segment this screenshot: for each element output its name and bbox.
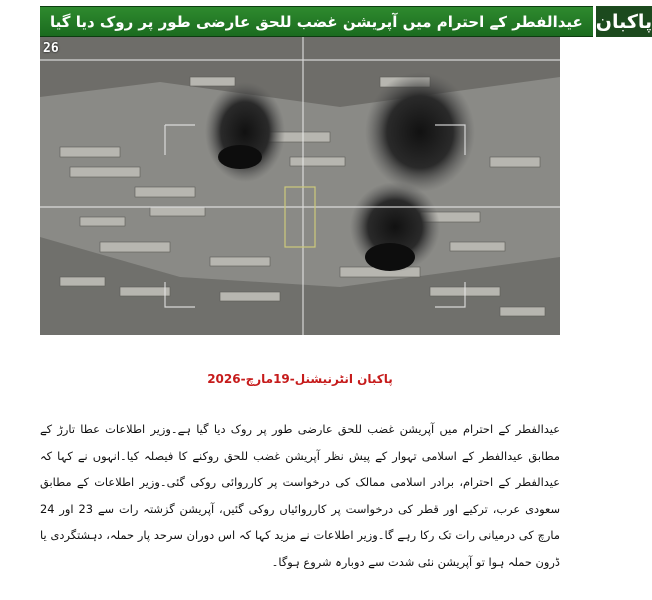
brand-logo: پاکبان bbox=[593, 6, 652, 37]
surveillance-image bbox=[40, 37, 560, 335]
article-body: عیدالفطر کے احترام میں آپریشن غضب للحق عارضی طور پر روک دیا گیا ہے۔وزیر اطلاعات عطا تارڑ کے مطابق عیدالفطر کے اسلامی تہوار کے پیش نظر آپریشن غضب للحق روکنے کا فیصلہ کیا۔انہوں نے کہا کہ عیدالفطر کے احترام، برادر اسلامی ممالک کی درخواست پر کارروائی روکی گئی۔وزیر اطلاعات کے مطابق سعودی عرب، ترکیے اور قطر کی درخواست پر کارروائیاں روکی گئیں، آپریشن گزشتہ رات سے 23 اور 24 مارچ کی درمیانی رات تک رکا رہے گا۔وزیر اطلاعات نے مزید کہا کہ اس دوران سرحد پار حملہ، دہشتگردی یا ڈرون حملہ ہوا تو آپریشن نئی شدت سے دوبارہ شروع ہوگا۔ bbox=[40, 422, 560, 569]
aerial-strike-photo bbox=[40, 37, 560, 335]
frame-counter: 26 bbox=[43, 41, 59, 56]
dateline: پاکبان انٹرنیشنل-19مارچ-2026 bbox=[207, 372, 393, 386]
headline-title: عیدالفطر کے احترام میں آپریشن غضب للحق عارضی طور پر روک دیا گیا bbox=[40, 6, 593, 37]
headline-banner bbox=[40, 6, 652, 37]
